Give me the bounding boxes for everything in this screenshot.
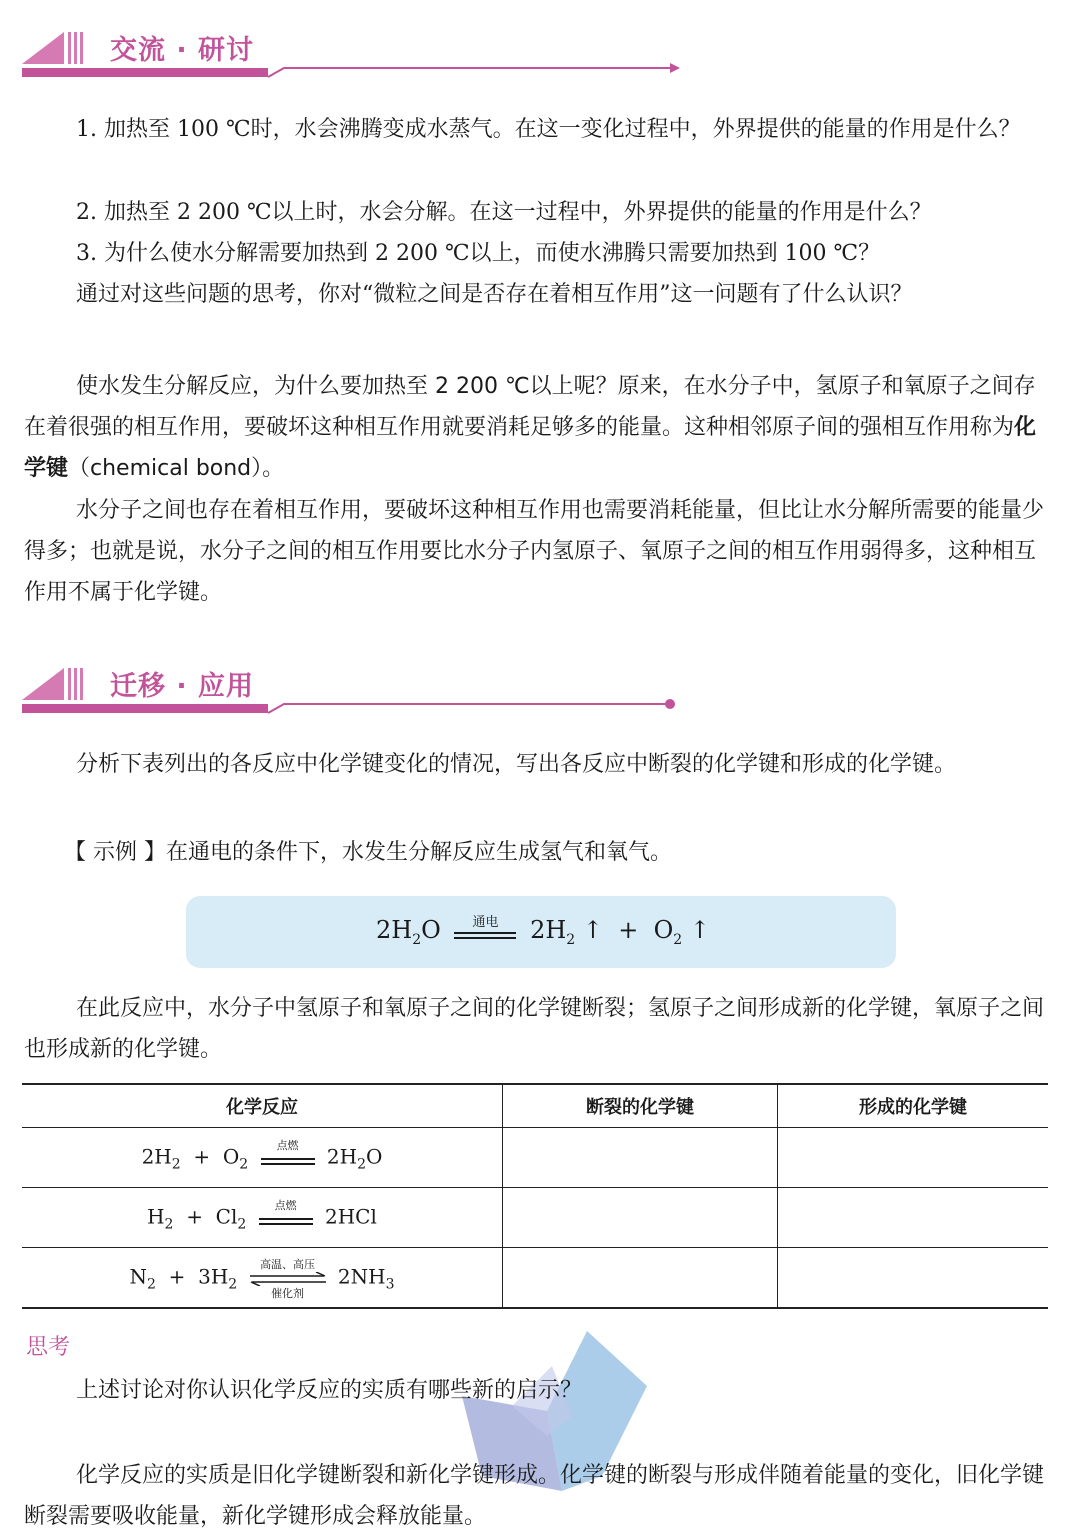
question-1: 1. 加热至 100 ℃时，水会沸腾变成水蒸气。在这一变化过程中，外界提供的能量的作用是什么？ bbox=[76, 117, 1021, 142]
gas-arrow-icon: ↑ bbox=[582, 916, 603, 944]
question-3: 3. 为什么使水分解需要加热到 2 200 ℃以上，而使水沸腾只需要加热到 100 ℃？ bbox=[76, 241, 881, 266]
reaction-table bbox=[22, 1083, 1048, 1309]
term-chemical-bond: 化学键 bbox=[24, 415, 1037, 481]
water-electrolysis-equation: $2H_2O$ 通电 $2H_2$ ↑ + $O_2$ ↑ bbox=[376, 914, 710, 948]
gas-arrow-icon: ↑ bbox=[689, 916, 710, 944]
body-paragraph-2: 水分子之间也存在着相互作用，要破坏这种相互作用也需要消耗能量，但比让水分解所需要的能量少得多；也就是说，水分子之间的相互作用要比水分子内氢原子、氧原子之间的相互作用弱得多，这种相互作用不属于化学键。 bbox=[24, 498, 1045, 605]
section-header-application bbox=[22, 660, 682, 710]
table-header-row bbox=[22, 1084, 1048, 1128]
section-title: 交流 · 研讨 bbox=[110, 35, 255, 66]
broken-bonds-cell[interactable] bbox=[503, 1248, 778, 1309]
question-4: 通过对这些问题的思考，你对“微粒之间是否存在着相互作用”这一问题有了什么认识？ bbox=[76, 282, 913, 307]
column-header: 化学反应 bbox=[22, 1084, 503, 1128]
column-header: 形成的化学键 bbox=[778, 1084, 1049, 1128]
equilibrium-arrow-icon bbox=[248, 1272, 328, 1286]
reaction-cell: $2H_2 + O_2$ 点燃 $2H_2O$ bbox=[22, 1128, 503, 1188]
think-label: 思考 bbox=[26, 1335, 71, 1360]
reaction-arrow: 通电 bbox=[454, 917, 516, 947]
section-title: 迁移 · 应用 bbox=[110, 671, 255, 702]
broken-bonds-cell[interactable] bbox=[503, 1188, 778, 1248]
formed-bonds-cell[interactable] bbox=[778, 1128, 1049, 1188]
table-row bbox=[22, 1248, 1048, 1309]
body-paragraph-1: 使水发生分解反应，为什么要加热至 2 200 ℃以上呢？原来，在水分子中，氢原子和氧原子之间存在着很强的相互作用，要破坏这种相互作用就要消耗足够多的能量。这种相邻原子间的强相互作用称为化学键（chemical bond）。 bbox=[24, 374, 1037, 481]
column-header: 断裂的化学键 bbox=[503, 1084, 778, 1128]
application-intro: 分析下表列出的各反应中化学键变化的情况，写出各反应中断裂的化学键和形成的化学键。 bbox=[76, 752, 957, 777]
think-answer: 化学反应的实质是旧化学键断裂和新化学键形成。化学键的断裂与形成伴随着能量的变化，旧化学键断裂需要吸收能量，新化学键形成会释放能量。 bbox=[24, 1463, 1045, 1529]
think-question: 上述讨论对你认识化学反应的实质有哪些新的启示？ bbox=[76, 1378, 583, 1403]
example-line: 【 示例 】在通电的条件下，水发生分解反应生成氢气和氧气。 bbox=[64, 840, 672, 865]
broken-bonds-cell[interactable] bbox=[503, 1128, 778, 1188]
example-explanation: 在此反应中，水分子中氢原子和氧原子之间的化学键断裂；氢原子之间形成新的化学键，氧原子之间也形成新的化学键。 bbox=[24, 996, 1045, 1062]
formed-bonds-cell[interactable] bbox=[778, 1188, 1049, 1248]
reaction-arrow: 点燃 bbox=[259, 1203, 313, 1233]
table-row bbox=[22, 1188, 1048, 1248]
equation-box bbox=[186, 896, 896, 968]
reaction-cell: $N_2 + 3H_2$ 高温、高压 催化剂 $2NH_3$ bbox=[22, 1248, 503, 1309]
reaction-cell: $H_2 + Cl_2$ 点燃 2HCl bbox=[22, 1188, 503, 1248]
reversible-arrow: 高温、高压 催化剂 bbox=[248, 1258, 328, 1298]
formed-bonds-cell[interactable] bbox=[778, 1248, 1049, 1309]
section-header-discussion bbox=[22, 24, 682, 74]
table-row bbox=[22, 1128, 1048, 1188]
reaction-arrow: 点燃 bbox=[261, 1143, 315, 1173]
question-2: 2. 加热至 2 200 ℃以上时，水会分解。在这一过程中，外界提供的能量的作用是什么？ bbox=[76, 200, 932, 225]
